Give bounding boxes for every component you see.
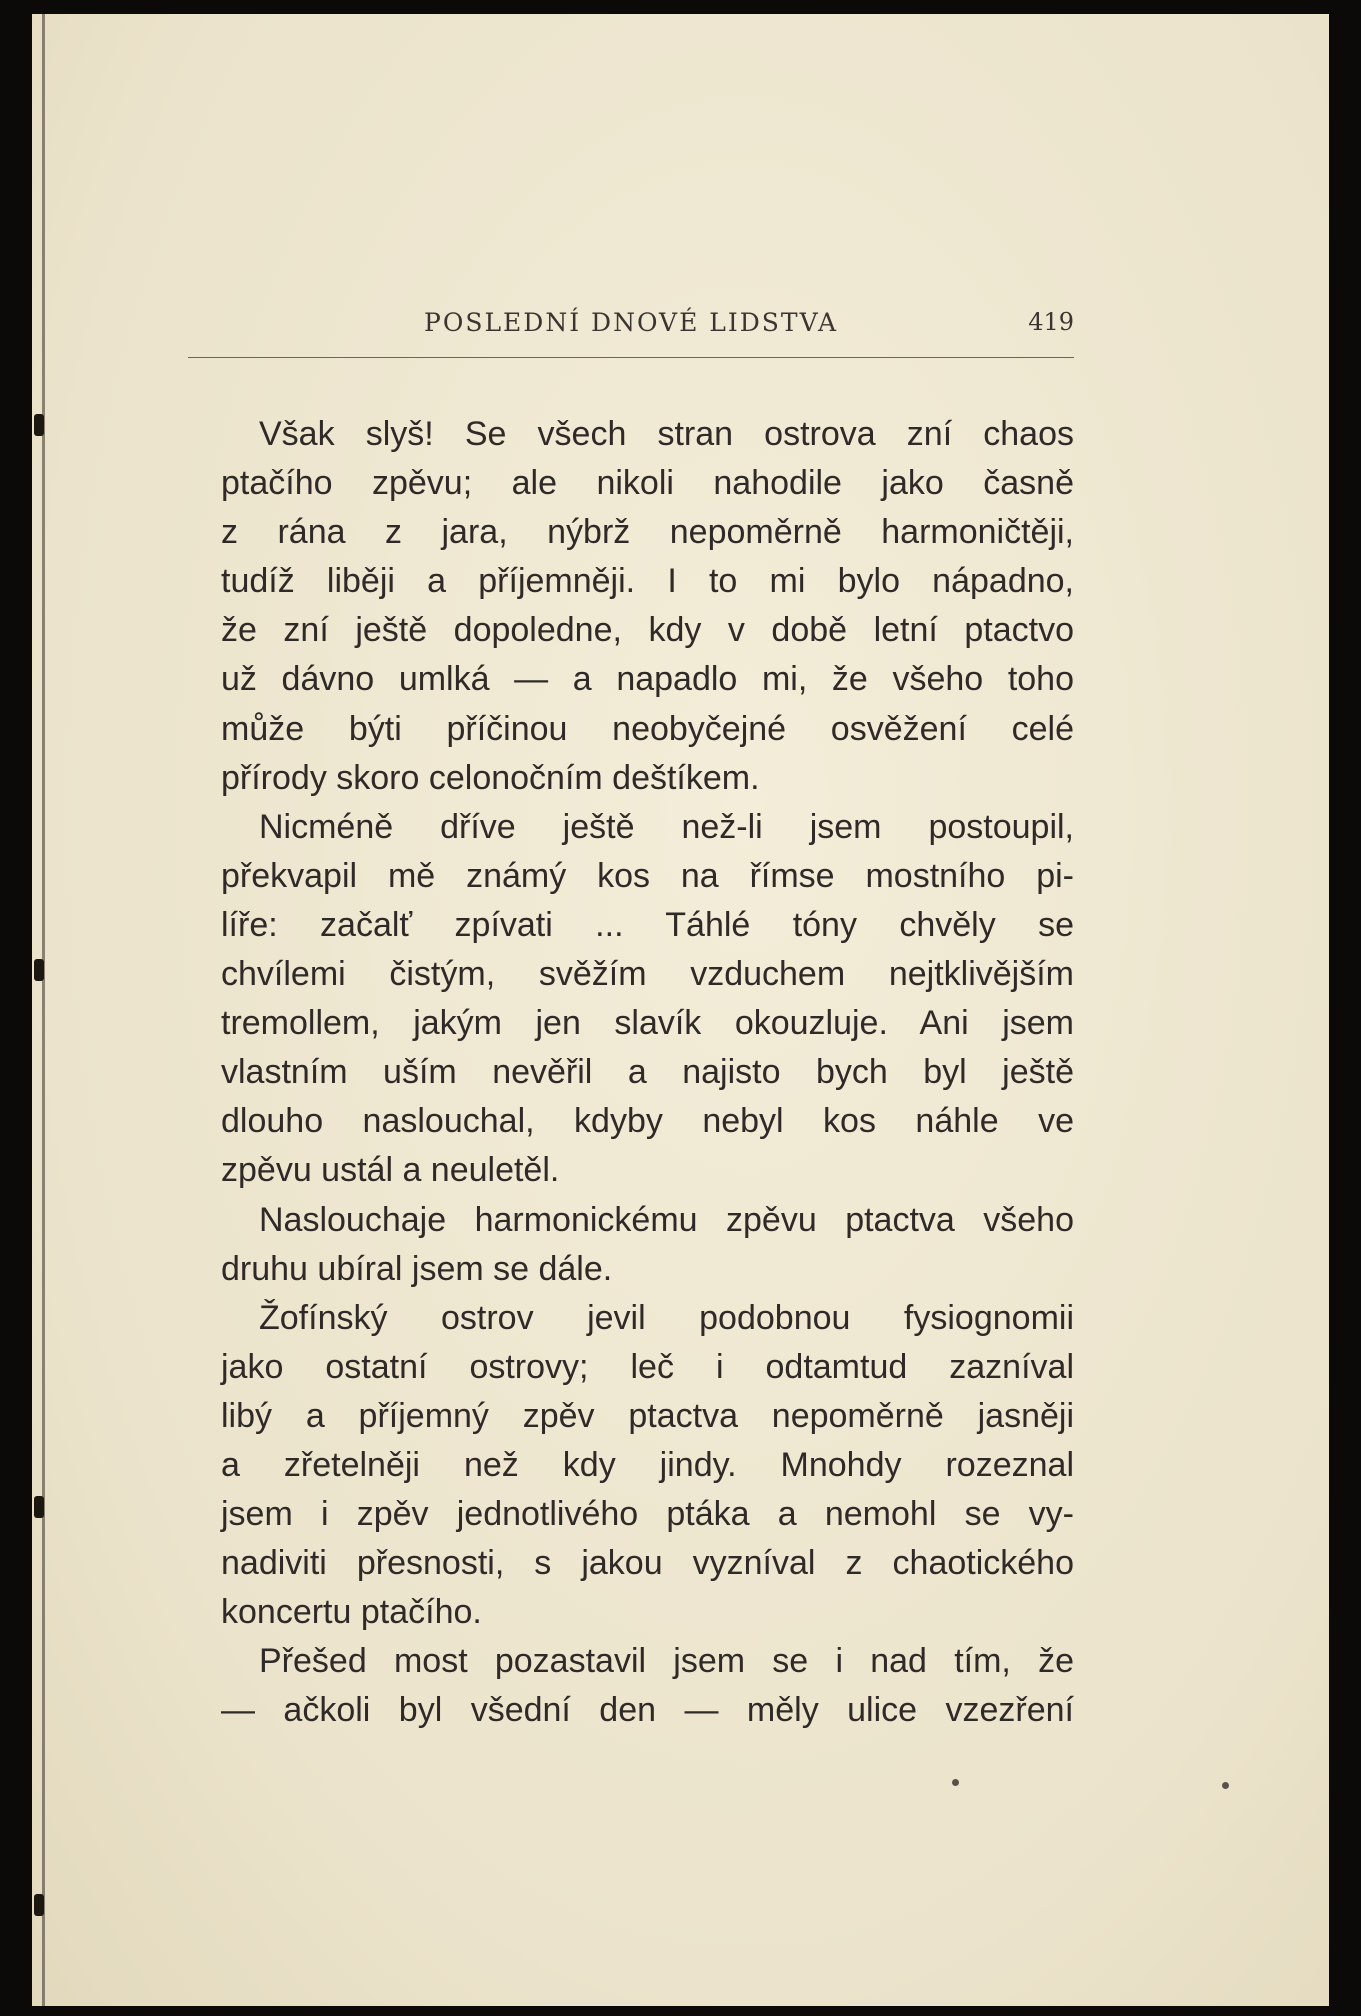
text-line: Přešed most pozastavil jsem se i nad tím, že — [259, 1642, 1074, 1681]
text-line: vlastním uším nevěřil a najisto bych byl ještě — [221, 1053, 1074, 1092]
running-title: POSLEDNÍ DNOVÉ LIDSTVA — [424, 308, 838, 337]
text-line: Naslouchaje harmonickému zpěvu ptactva všeho — [259, 1200, 1074, 1239]
header-rule — [188, 357, 1074, 358]
text-line: dlouho naslouchal, kdyby nebyl kos náhle ve — [221, 1102, 1074, 1141]
text-line: a zřetelněji než kdy jindy. Mnohdy rozeznal — [221, 1445, 1074, 1484]
text-line: může býti příčinou neobyčejné osvěžení celé — [221, 709, 1074, 748]
text-line: z rána z jara, nýbrž nepoměrně harmoničtěji, — [221, 513, 1074, 552]
text-line: jako ostatní ostrovy; leč i odtamtud zazníval — [221, 1347, 1074, 1386]
binding-mark — [34, 1894, 44, 1916]
running-header — [188, 308, 1074, 348]
text-line: tremollem, jakým jen slavík okouzluje. Ani jsem — [221, 1004, 1074, 1043]
text-line: tudíž liběji a příjemněji. I to mi bylo nápadno, — [221, 562, 1074, 601]
paper-speck — [1222, 1782, 1229, 1789]
page-number: 419 — [1028, 308, 1074, 336]
paper-speck — [952, 1779, 959, 1786]
text-line: překvapil mě známý kos na římse mostního pi- — [221, 856, 1074, 895]
text-line: zpěvu ustál a neuletěl. — [221, 1151, 560, 1190]
text-line: Však slyš! Se všech stran ostrova zní chaos — [259, 415, 1074, 453]
text-line: ptačího zpěvu; ale nikoli nahodile jako časně — [221, 464, 1074, 503]
text-line: druhu ubíral jsem se dále. — [221, 1249, 613, 1288]
text-line: libý a příjemný zpěv ptactva nepoměrně jasněji — [221, 1396, 1074, 1435]
paragraph — [221, 1637, 1074, 1735]
paragraph — [221, 1294, 1074, 1638]
paragraph — [221, 803, 1074, 1196]
text-line: už dávno umlká — a napadlo mi, že všeho toho — [221, 660, 1074, 699]
text-line: přírody skoro celonočním deštíkem. — [221, 758, 760, 797]
body-text — [221, 410, 1074, 1736]
text-line: líře: začalť zpívati ... Táhlé tóny chvěly se — [221, 905, 1074, 944]
text-line: chvílemi čistým, svěžím vzduchem nejtklivějším — [221, 955, 1074, 994]
text-line: Žofínský ostrov jevil podobnou fysiognomii — [259, 1298, 1074, 1337]
text-line: jsem i zpěv jednotlivého ptáka a nemohl se vy- — [221, 1495, 1074, 1534]
text-line: — ačkoli byl všední den — měly ulice vzezření — [221, 1691, 1074, 1730]
text-line: Nicméně dříve ještě než-li jsem postoupil, — [259, 807, 1074, 846]
binding-mark — [34, 1496, 44, 1518]
text-line: nadiviti přesnosti, s jakou vyzníval z chaotického — [221, 1544, 1074, 1583]
text-line: koncertu ptačího. — [221, 1593, 482, 1632]
text-line: že zní ještě dopoledne, kdy v době letní ptactvo — [221, 611, 1074, 650]
binding-mark — [34, 959, 44, 981]
paragraph — [221, 1196, 1074, 1294]
binding-edge — [42, 14, 45, 2006]
binding-mark — [34, 414, 44, 436]
paragraph — [221, 410, 1074, 803]
